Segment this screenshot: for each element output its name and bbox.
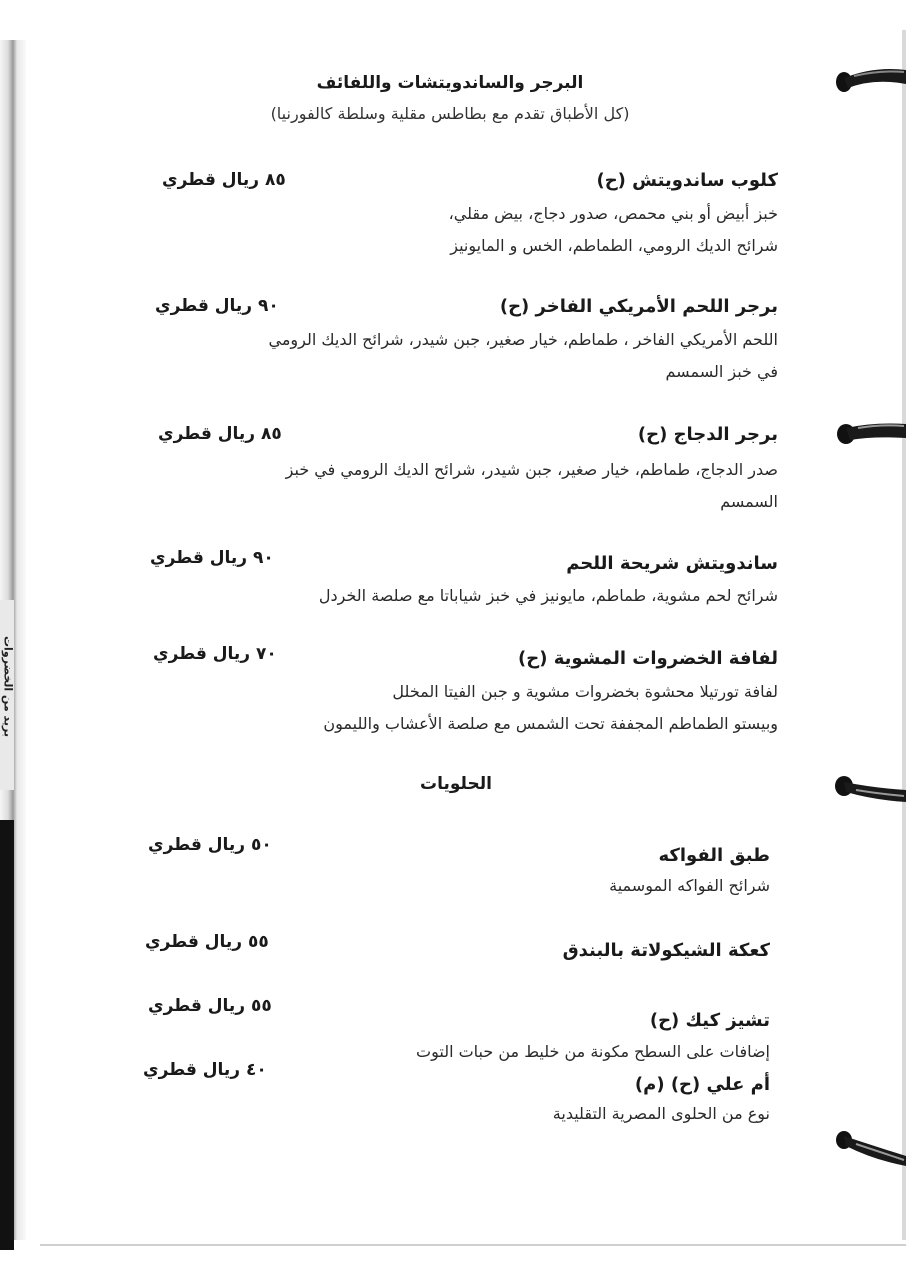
description-line: إضافات على السطح مكونة من خليط من حبات التوت	[416, 1042, 770, 1061]
description-line: شرائح الفواكه الموسمية	[609, 876, 770, 895]
menu-item-name: ساندويتش شريحة اللحم	[566, 553, 778, 574]
menu-item-price: ٨٥ ريال قطري	[158, 424, 282, 444]
menu-item-name: لفافة الخضروات المشوية (ح)	[518, 648, 778, 669]
binder-ring-icon	[834, 1126, 906, 1168]
menu-item-price: ٥٠ ريال قطري	[148, 835, 272, 855]
description-line: لفافة تورتيلا محشوة بخضروات مشوية و جبن الفيتا المخلل	[392, 682, 778, 701]
description-line: نوع من الحلوى المصرية التقليدية	[552, 1104, 770, 1123]
menu-item-name: تشيز كيك (ح)	[649, 1010, 770, 1031]
binder-ring-icon	[834, 768, 906, 810]
section-subtitle: (كل الأطباق تقدم مع بطاطس مقلية وسلطة كالفورنيا)	[270, 104, 630, 123]
section-title: الحلويات	[420, 774, 492, 794]
menu-item-name: طبق الفواكه	[658, 845, 770, 866]
page-bottom-edge	[40, 1244, 906, 1246]
binder-ring-icon	[834, 62, 906, 104]
menu-item-price: ٤٠ ريال قطري	[143, 1060, 267, 1080]
binder-ring-icon	[834, 412, 906, 454]
menu-item-price: ٥٥ ريال قطري	[145, 932, 269, 952]
section-title: البرجر والساندويتشات واللفائف	[316, 73, 584, 93]
description-line: وبيستو الطماطم المجففة تحت الشمس مع صلصة الأعشاب والليمون	[323, 714, 778, 733]
description-line: السمسم	[720, 492, 778, 511]
menu-item-description	[158, 324, 778, 388]
menu-item-description	[158, 198, 778, 262]
description-line: في خبز السمسم	[665, 362, 778, 381]
page-left-shadow	[0, 820, 14, 1250]
menu-item-price: ٩٠ ريال قطري	[150, 548, 274, 568]
description-line: اللحم الأمريكي الفاخر ، طماطم، خيار صغير، جبن شيدر، شرائح الديك الرومي	[268, 330, 778, 349]
page-right-edge	[902, 30, 906, 1240]
menu-item-description	[158, 454, 778, 518]
menu-item-name: كلوب ساندويتش (ح)	[596, 170, 778, 191]
menu-item-name: برجر اللحم الأمريكي الفاخر (ح)	[499, 296, 778, 317]
side-tab-label: بريد من الخضروات	[1, 636, 15, 737]
menu-item-name: برجر الدجاج (ح)	[637, 424, 778, 445]
menu-item-description	[150, 870, 770, 902]
menu-item-description	[150, 1098, 770, 1130]
description-line: خبز أبيض أو بني محمص، صدور دجاج، بيض مقلي،	[448, 204, 778, 223]
menu-item-price: ٥٥ ريال قطري	[148, 996, 272, 1016]
menu-item-price: ٩٠ ريال قطري	[155, 296, 279, 316]
menu-item-price: ٨٥ ريال قطري	[162, 170, 286, 190]
menu-item-price: ٧٠ ريال قطري	[153, 644, 277, 664]
menu-item-name: أم علي (ح) (م)	[634, 1074, 770, 1095]
menu-item-description	[158, 580, 778, 612]
description-line: صدر الدجاج، طماطم، خيار صغير، جبن شيدر، شرائح الديك الرومي في خبز	[285, 460, 778, 479]
description-line: شرائح الديك الرومي، الطماطم، الخس و المايونيز	[450, 236, 778, 255]
menu-item-description	[158, 676, 778, 740]
menu-item-name: كعكة الشيكولاتة بالبندق	[562, 940, 770, 961]
description-line: شرائح لحم مشوية، طماطم، مايونيز في خبز شياباتا مع صلصة الخردل	[318, 586, 778, 605]
